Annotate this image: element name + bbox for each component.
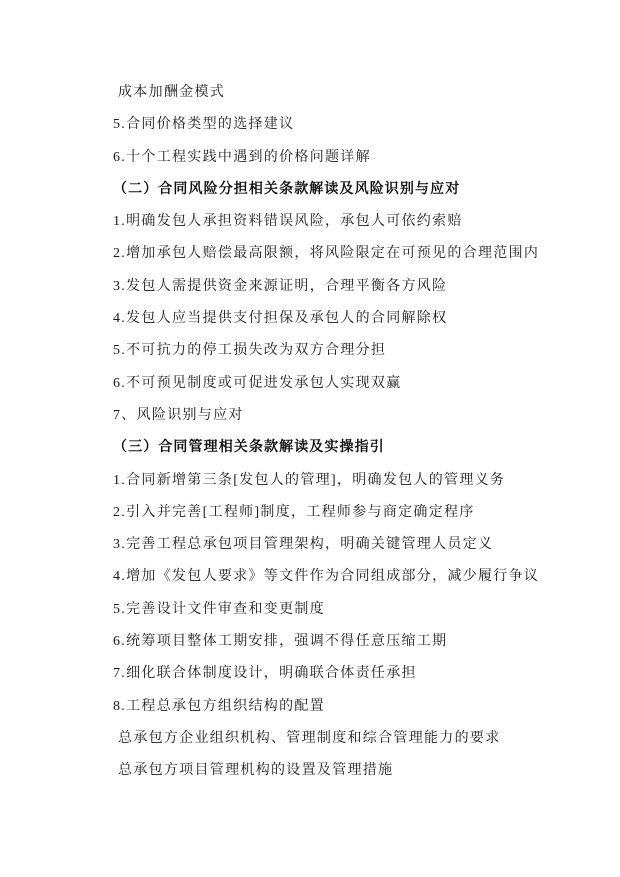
document-line: 5.不可抗力的停工损失改为双方合理分担	[113, 343, 387, 359]
document-line: 5.合同价格类型的选择建议	[113, 117, 295, 133]
document-line: 总承包方企业组织机构、管理制度和综合管理能力的要求	[118, 730, 501, 746]
document-line: 1.明确发包人承担资料错误风险，承包人可依约索赔	[113, 214, 463, 230]
document-line: 4.增加《发包人要求》等文件作为合同组成部分，减少履行争议	[113, 569, 540, 585]
document-line: 1.合同新增第三条[发包人的管理]，明确发包人的管理义务	[113, 472, 506, 488]
section-heading: （二）合同风险分担相关条款解读及风险识别与应对	[113, 181, 461, 197]
document-line: 4.发包人应当提供支付担保及承包人的合同解除权	[113, 311, 448, 327]
document-line: 7、风险识别与应对	[113, 407, 244, 423]
document-line: 总承包方项目管理机构的设置及管理措施	[118, 763, 394, 779]
document-line: 2.增加承包人赔偿最高限额，将风险限定在可预见的合理范围内	[113, 246, 540, 262]
document-line: 8.工程总承包方组织结构的配置	[113, 698, 325, 714]
document-line: 3.完善工程总承包项目管理架构，明确关键管理人员定义	[113, 537, 494, 553]
section-heading: （三）合同管理相关条款解读及实操指引	[113, 440, 385, 456]
document-line: 6.不可预见制度或可促进发承包人实现双赢	[113, 375, 402, 391]
document-line: 2.引入并完善[工程师]制度，工程师参与商定确定程序	[113, 504, 475, 520]
document-line: 3.发包人需提供资金来源证明，合理平衡各方风险	[113, 278, 448, 294]
document-line: 5.完善设计文件审查和变更制度	[113, 601, 325, 617]
document-line: 6.统筹项目整体工期安排，强调不得任意压缩工期	[113, 634, 448, 650]
document-line: 成本加酬金模式	[118, 85, 226, 100]
document-line: 6.十个工程实践中遇到的价格问题详解	[113, 149, 371, 165]
document-line: 7.细化联合体制度设计，明确联合体责任承担	[113, 666, 417, 682]
